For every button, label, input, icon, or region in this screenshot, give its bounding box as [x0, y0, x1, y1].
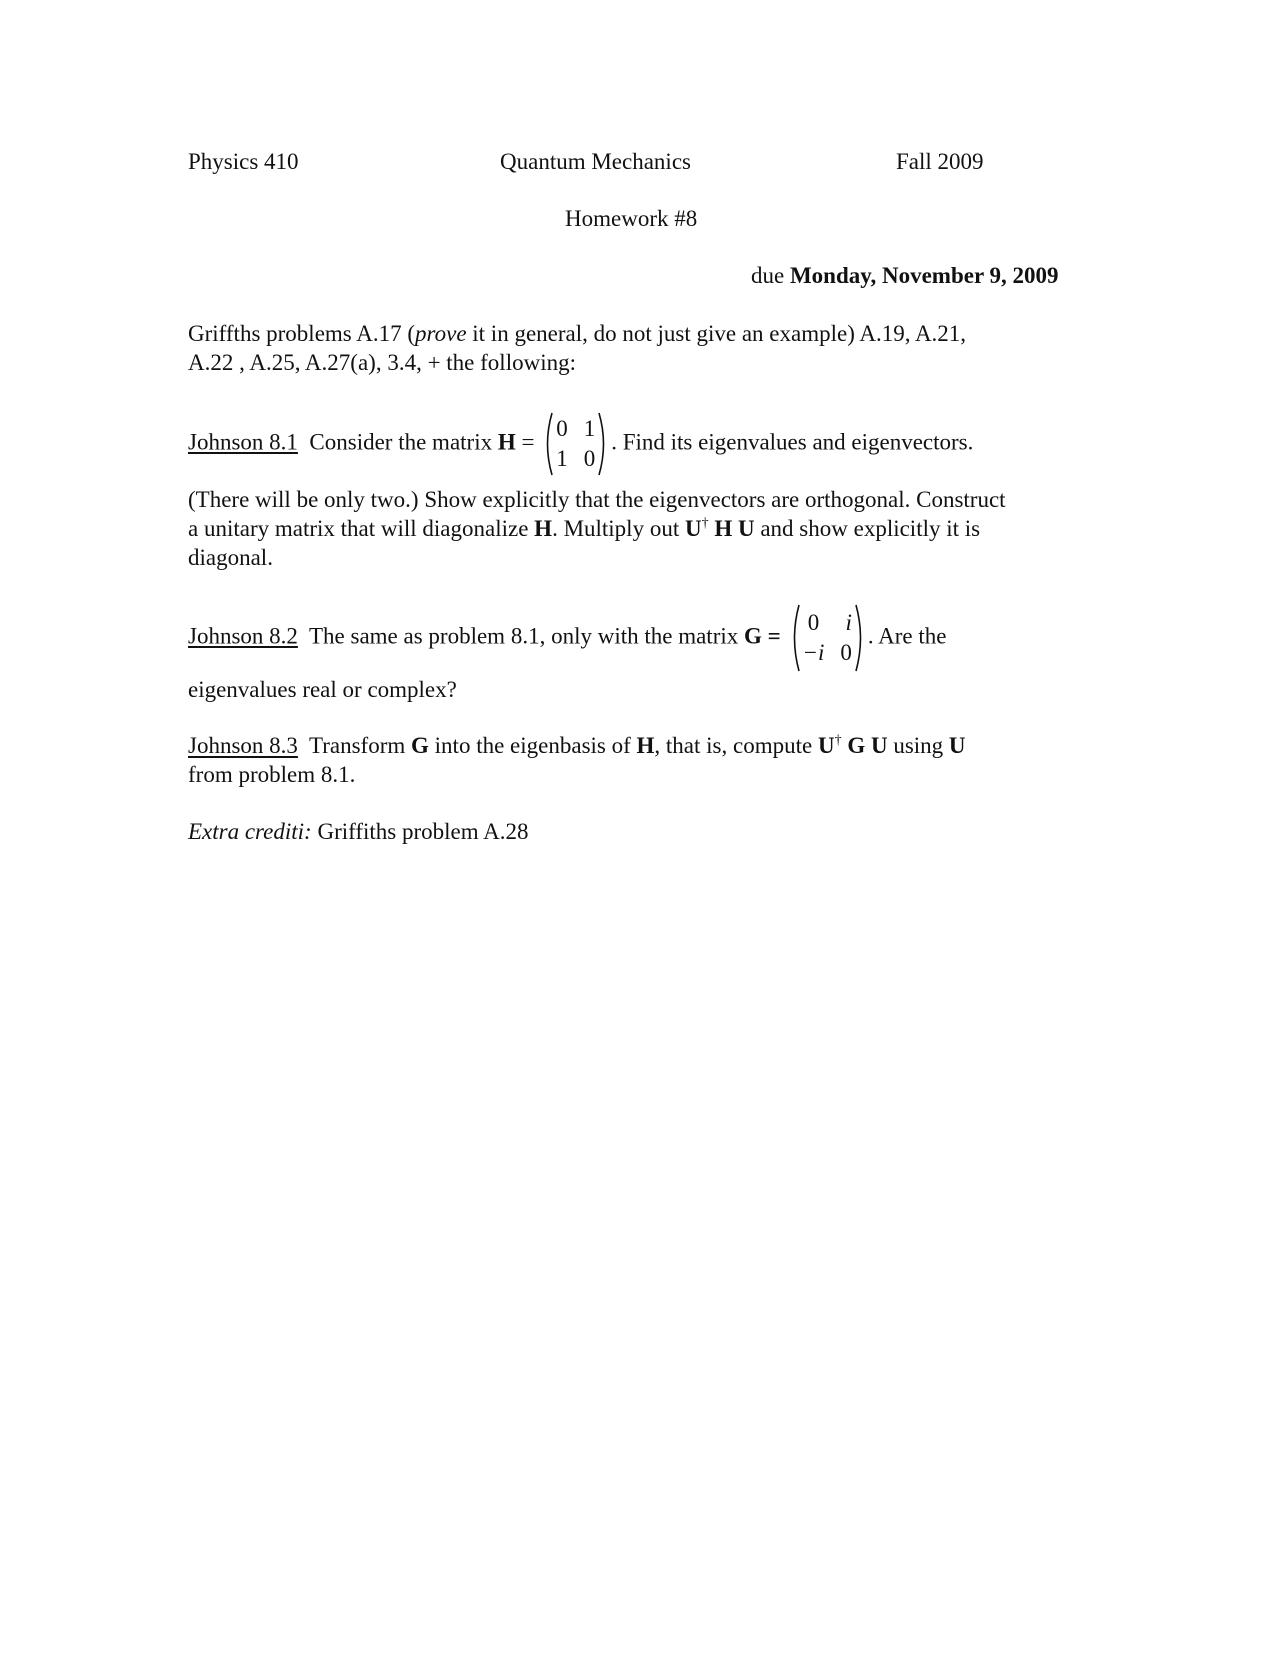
due-line: [751, 262, 1059, 290]
symbol-u: U: [948, 733, 966, 758]
intro-prove: prove: [415, 321, 467, 346]
symbol-u: U: [684, 516, 702, 541]
matrix-cell: i: [845, 610, 852, 635]
problem-text: using: [887, 733, 949, 758]
matrix-cell: 1: [556, 446, 568, 471]
extra-credit-text: Griffiths problem A.28: [311, 819, 529, 844]
matrix-cell: −i: [802, 640, 825, 665]
problem-text-2: . Are the: [867, 623, 947, 649]
page-title: Homework #8: [565, 206, 698, 231]
problem-8-1-line-3: [188, 515, 980, 543]
matrix-cells: [801, 603, 854, 673]
problem-text: into the eigenbasis of: [428, 733, 637, 758]
symbol-h: H: [534, 516, 553, 541]
problem-label: Johnson 8.2: [188, 623, 298, 649]
problem-text: , that is, compute: [654, 733, 818, 758]
matrix-h: [542, 411, 609, 477]
problem-text: a unitary matrix that will diagonalize: [188, 516, 535, 541]
problem-label: Johnson 8.1: [188, 429, 298, 455]
problem-label: Johnson 8.3: [188, 733, 298, 758]
matrix-cell: 0: [807, 610, 820, 635]
equals-sign: =: [515, 429, 541, 455]
extra-credit: [188, 818, 529, 846]
right-paren-icon: [854, 603, 866, 673]
matrix-cell: 0: [556, 416, 568, 441]
problem-text: Transform: [309, 733, 412, 758]
problem-text: The same as problem 8.1, only with the matrix: [309, 623, 744, 649]
dagger-symbol: †: [701, 516, 709, 531]
intro-line-1: [188, 320, 966, 348]
intro-text: Griffths problems A.17 (: [188, 321, 416, 346]
matrix-cell: 0: [583, 446, 596, 471]
matrix-symbol: G: [744, 623, 762, 649]
problem-8-3-line-1: [188, 732, 966, 760]
intro-text-2: it in general, do not just give an example) A.19, A.21,: [466, 321, 967, 346]
matrix-symbol: H: [497, 429, 516, 455]
problem-8-1-line-4: diagonal.: [188, 545, 273, 570]
matrix-g: [789, 603, 866, 673]
problem-text: and show explicitly it is: [754, 516, 981, 541]
problem-8-1-line-1: [188, 411, 973, 477]
due-prefix: due: [751, 263, 785, 288]
symbol-u: U: [817, 733, 835, 758]
problem-8-3-line-2: from problem 8.1.: [188, 762, 356, 787]
problem-text: . Multiply out: [552, 516, 685, 541]
term: Fall 2009: [896, 149, 984, 174]
matrix-cell: 0: [840, 640, 852, 665]
symbol-g: G: [411, 733, 429, 758]
equals-sign: =: [761, 623, 787, 649]
symbol-gu: G U: [841, 733, 888, 758]
extra-credit-label: Extra crediti:: [188, 819, 312, 844]
problem-8-1-line-2: (There will be only two.) Show explicitly that the eigenvectors are orthogonal. Construct: [188, 487, 1006, 512]
symbol-h: H: [636, 733, 655, 758]
problem-8-2-line-1: [188, 603, 946, 673]
symbol-hu: H U: [708, 516, 755, 541]
problem-text-2: . Find its eigenvalues and eigenvectors.: [611, 429, 974, 455]
matrix-cell: 1: [583, 416, 596, 441]
left-paren-icon: [542, 411, 554, 477]
left-paren-icon: [789, 603, 801, 673]
due-date: Monday, November 9, 2009: [789, 263, 1059, 288]
problem-8-2-line-2: eigenvalues real or complex?: [188, 677, 457, 702]
course-number: Physics 410: [188, 149, 299, 174]
right-paren-icon: [597, 411, 609, 477]
course-subject: Quantum Mechanics: [500, 149, 691, 174]
intro-line-2: A.22 , A.25, A.27(a), 3.4, + the following:: [188, 350, 576, 375]
dagger-symbol: †: [834, 733, 842, 748]
matrix-cells: [554, 411, 597, 477]
problem-text: Consider the matrix: [309, 429, 498, 455]
